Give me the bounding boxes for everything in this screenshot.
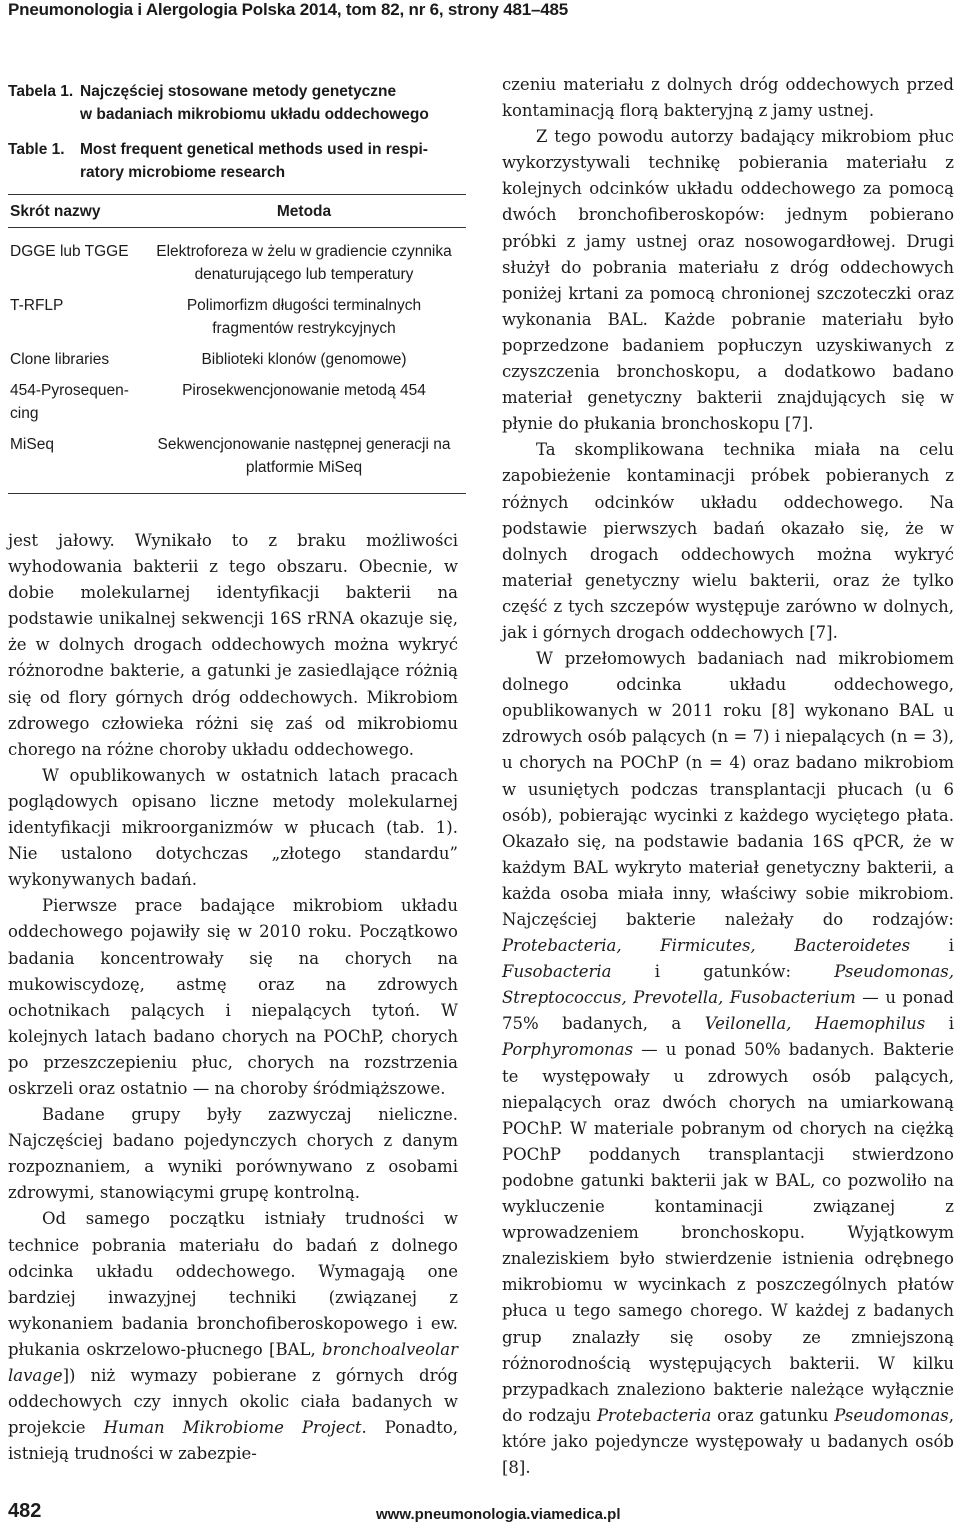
cell-abbr: [8, 240, 142, 286]
text-run: Od samego początku istniały trudności w technice pobrania materiału do badań z dolnego odcinka układu oddechowego. Wymagają one bardziej inwazyjnej techniki (związanej z wykonaniem badania bronchofiberoskopowego i ew. płukania oskrzelowo-płucnego [BAL,: [8, 1209, 458, 1359]
abbr-line-2: cing: [10, 405, 39, 422]
abbr-line-1: T-RFLP: [10, 297, 64, 314]
journal-header: Pneumonologia i Alergologia Polska 2014, tom 82, nr 6, strony 481–485: [8, 0, 568, 19]
abbr-line-1: 454-Pyrosequen-: [10, 382, 129, 399]
paragraph: [502, 646, 954, 1481]
text-run: . Ponadto, istnieją trudności w zabezpie-: [8, 1418, 458, 1464]
method-line-2: fragmentów restrykcyjnych: [212, 320, 396, 337]
text-run: i: [925, 1014, 954, 1034]
method-line-2: denaturującego lub temperatury: [194, 266, 414, 283]
table-row: [8, 240, 466, 286]
paragraph: czeniu materiału z dolnych dróg oddechowych przed kontaminacją florą bakteryjną z jamy ustnej.: [502, 75, 954, 121]
table-body: [8, 228, 466, 479]
table-caption-en: [8, 138, 466, 184]
text-run: i: [910, 936, 954, 956]
paragraph: Badane grupy były zazwyczaj nieliczne. Najczęściej badano pojedynczych chorych z danym rozpoznaniem, a wyniki porównywano z osobami zdrowymi, stanowiącymi grupę kontrolną.: [8, 1105, 458, 1203]
caption-pl-line-2: w badaniach mikrobiomu układu oddechowego: [80, 106, 429, 123]
table-caption-en-text: [80, 138, 466, 184]
method-line-1: Pirosekwencjonowanie metodą 454: [182, 382, 426, 399]
method-line-1: Polimorfizm długości terminalnych: [186, 297, 422, 314]
right-column-text: [502, 72, 954, 1481]
cell-method: [142, 348, 466, 371]
cell-abbr: [8, 379, 142, 425]
cell-method: [142, 433, 466, 479]
paragraph: Ta skomplikowana technika miała na celu zapobieżenie kontaminacji próbek pobieranych z różnych odcinków układu oddechowego. Na podstawie pierwszych badań okazało się, że w dolnych drogach oddechowych można wykryć materiał genetyczny wielu bakterii, oraz że tylko część z tych szczepów występuje zarówno w dolnych, jak i górnych drogach oddechowych [7].: [502, 440, 954, 642]
text-run: — u ponad 50% badanych. Bakterie te występowały u zdrowych osób palących, niepalących oraz dwóch chorych na umiarkowaną POChP. W materiale pobranym od chorych na ciężką POChP poddanych transplantacji stwierdzono podobne gatunki bakterii jak w BAL, co pozwoliło na wykluczenie kontaminacji związanej z wprowadzeniem bronchoskopu. Wyjątkowym znaleziskiem było stwierdzenie istnienia odrębnego mikrobiomu w wycinkach z poszczególnych płatów płuca u tego samego chorego. W każdej z badanych grup znalazły się osoby ze zmniejszoną różnorodnością występujących bakterii. W kilku przypadkach znaleziono bakterie należące wyłącznie do rodzaju: [502, 1040, 954, 1425]
col-header-abbr: Skrót nazwy: [10, 203, 101, 220]
abbr-line-1: DGGE lub TGGE: [10, 243, 129, 260]
text-run: W przełomowych badaniach nad mikrobiomem dolnego odcinka układu oddechowego, opublikowanych w 2011 roku [8] wykonano BAL u zdrowych osób palących (n = 7) i niepalących (n = 3), u chorych na POChP (n = 4) oraz badano mikrobiom w usuniętych podczas transplantacji płucach (u 6 osób), pobierając wycinki z każdego wyciętego płata. Okazało się, na podstawie badania 16S qPCR, że w każdym BAL wykryto materiał genetyczny bakterii, a każda osoba miała inny, właściwy sobie mikrobiom. Najczęściej bakterie należały do rodzajów:: [502, 649, 954, 929]
page-number: 482: [8, 1500, 42, 1522]
method-line-1: Sekwencjonowanie następnej generacji na: [157, 436, 451, 453]
method-line-1: Elektroforeza w żelu w gradiencie czynnika: [156, 243, 452, 260]
method-line-1: Biblioteki klonów (genomowe): [201, 351, 407, 368]
table-row: [8, 379, 466, 425]
cell-abbr: [8, 348, 142, 371]
italic-term: Protebacteria: [596, 1405, 712, 1425]
italic-term: Fusobacteria: [502, 962, 612, 982]
caption-en-line-2: ratory microbiome research: [80, 164, 286, 181]
table-bottom-rule: [8, 493, 466, 494]
paragraph: Z tego powodu autorzy badający mikrobiom płuc wykorzystywali technikę pobierania materiału z kolejnych odcinków układu oddechowego za pomocą dwóch bronchofiberoskopów: jednym pobierano próbki z jamy ustnej oraz nosowogardłowej. Drugi służył do pobrania materiału z dróg oddechowych poniżej krtani za pomocą chronionej szczoteczki oraz wykonania BAL. Każde pobranie materiału było poprzedzone badaniem popłuczyn uzyskiwanych z czyszczenia bronchoskopu, a dodatkowo badano materiał genetyczny bakterii znajdujących się w płynie do płukania bronchoskopu [7].: [502, 127, 954, 434]
abbr-line-1: MiSeq: [10, 436, 54, 453]
text-run: oraz gatunku: [711, 1405, 835, 1425]
italic-term: Human Mikrobiome Project: [103, 1418, 362, 1438]
cell-abbr: [8, 294, 142, 340]
cell-method: [142, 294, 466, 340]
text-run: i gatunków:: [611, 962, 835, 982]
table-1: [8, 80, 466, 494]
table-label-pl: Tabela 1.: [8, 83, 74, 100]
text-run: ]) niż wymazy pobierane z górnych dróg oddechowych czy innych okolic ciała badanych w projekcie: [8, 1366, 458, 1438]
table-header-row: [8, 195, 466, 227]
italic-term: Veilonella, Haemophilus: [704, 1014, 926, 1034]
table-row: [8, 294, 466, 340]
caption-pl-line-1: Najczęściej stosowane metody genetyczne: [80, 83, 397, 100]
italic-term: Porphyromonas: [502, 1040, 634, 1060]
italic-term: Protebacteria, Firmicutes, Bacteroidetes: [502, 936, 911, 956]
cell-abbr: [8, 433, 142, 479]
cell-method: [142, 240, 466, 286]
italic-term: Pseudomonas: [834, 1405, 949, 1425]
table-row: [8, 348, 466, 371]
col-header-method: Metoda: [276, 203, 332, 220]
paragraph: [8, 1206, 458, 1467]
caption-en-line-1: Most frequent genetical methods used in respi-: [80, 141, 428, 158]
paragraph: Pierwsze prace badające mikrobiom układu oddechowego pojawiły się w 2010 roku. Początkowo badania koncentrowały się na chorych na mukowiscydozę, astmę oraz na zdrowych ochotnikach palących i niepalących tytoń. W kolejnych latach badano chorych na POChP, chorych po przeszczepieniu płuc, chorych na rozstrzenia oskrzeli oraz ostatnio — na choroby śródmiąższowe.: [8, 896, 458, 1098]
table-caption-pl-text: [80, 80, 466, 126]
text-run: , które jako pojedyncze występowały u badanych osób [8].: [502, 1405, 954, 1477]
italic-term: Pseudomonas, Streptococcus, Prevotella, Fusobacterium: [502, 962, 954, 1008]
left-column-text: [8, 528, 458, 1467]
abbr-line-1: Clone libraries: [10, 351, 110, 368]
text-run: — u ponad 75% badanych, a: [502, 988, 954, 1034]
table-label-en: Table 1.: [8, 141, 65, 158]
method-line-2: platformie MiSeq: [245, 459, 363, 476]
table-row: [8, 433, 466, 479]
footer-url[interactable]: www.pneumonologia.viamedica.pl: [376, 1506, 621, 1523]
paragraph: W opublikowanych w ostatnich latach pracach poglądowych opisano liczne metody molekularnej identyfikacji mikroorganizmów w płucach (tab. 1). Nie ustalono dotychczas „złotego standardu” wykonywanych badań.: [8, 765, 458, 890]
cell-method: [142, 379, 466, 425]
italic-term: bronchoalveolar lavage: [8, 1339, 458, 1385]
table-caption-pl: [8, 80, 466, 126]
paragraph: jest jałowy. Wynikało to z braku możliwości wyhodowania bakterii z tego obszaru. Obecnie, w dobie molekularnej identyfikacji bakterii na podstawie unikalnej sekwencji 16S rRNA okazuje się, że w dolnych drogach oddechowych można wykryć różnorodne bakterie, a gatunki je zasiedlające różnią się od flory górnych dróg oddechowych. Mikrobiom zdrowego człowieka różni się zaś od mikrobiomu chorego na różne choroby układu oddechowego.: [8, 531, 458, 759]
